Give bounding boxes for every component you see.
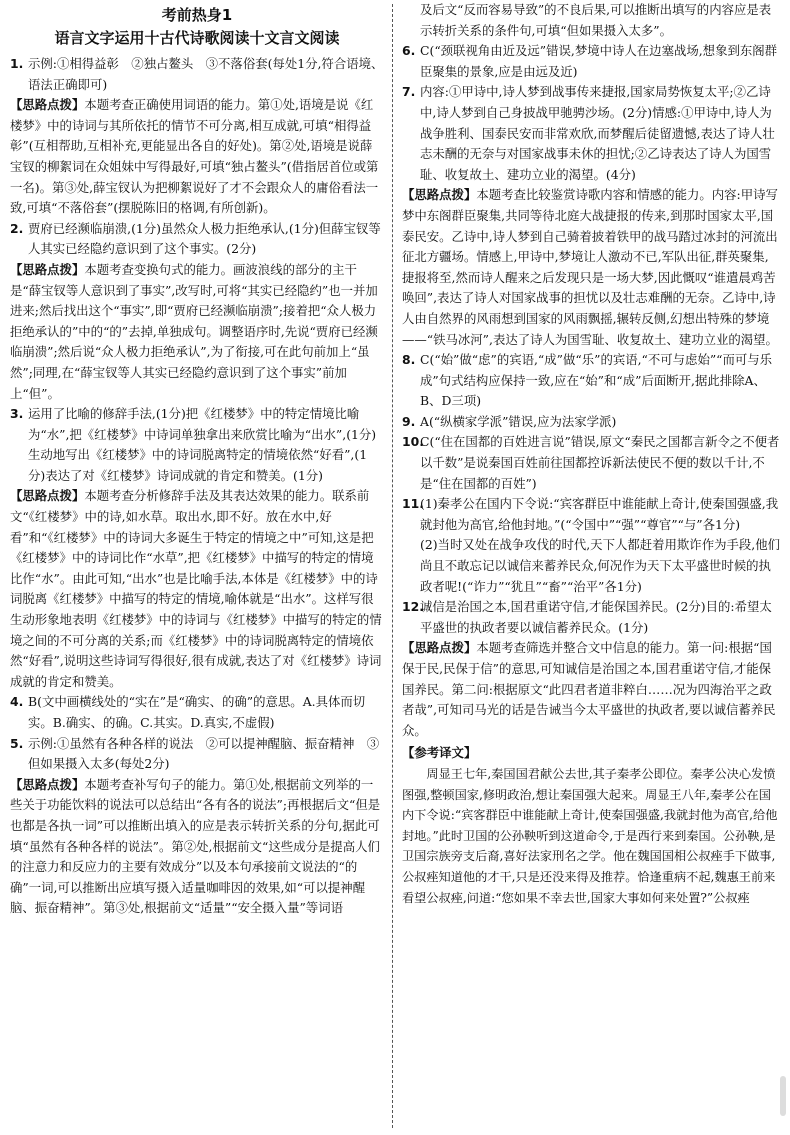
answer-number: 7. — [402, 84, 416, 100]
tip-text: 本题考查分析修辞手法及其表达效果的能力。联系前文“《红楼梦》中的诗,如水草。取出水,即不好。放在水中,好看”和“《红楼梦》中的诗词大多诞生于特定的情境之中”可知,这是把《红楼梦》中的诗词比作“水草”,把《红楼梦》中描写的特定的情境比作“水”。由此可知,“出水”也是比喻手法,本体是《红楼梦》中的诗词脱离《红楼梦》中描写的特定的情境,喻体就是“出水”。这样写很生动形象地表明《红楼梦》中的诗词与《红楼梦》中描写的特定的情境之间的不可分离的关系;而《红楼梦》中的诗词脱离特定的情境依然“好看”,说明这些诗词写得很好,很有成就,表达了对《红楼梦》诗词成就的肯定和赞美。 — [10, 488, 382, 689]
answer-number: 6. — [402, 43, 416, 59]
reference-translation-text: 周显王七年,秦国国君献公去世,其子秦孝公即位。秦孝公决心发愤图强,整顿国家,修明政治,想让秦国强大起来。周显王八年,秦孝公在国内下令说:“宾客群臣中谁能献上奇计,使秦国强盛,我就封他为高官,给他封地。”此时卫国的公孙鞅听到这道命令,于是西行来到秦国。公孙鞅,是卫国宗族旁支后裔,喜好法家刑名之学。他在魏国国相公叔痤手下做事,公叔痤知道他的才干,只是还没来得及推荐。恰逢重病不起,魏惠王前来看望公叔痤,问道:“您如果不幸去世,国家大事如何来处置?”公叔痤 — [402, 766, 778, 905]
tip-tag: 【思路点拨】 — [10, 488, 85, 504]
page-header — [10, 0, 384, 50]
tip-7 — [402, 185, 780, 350]
answer-text: 运用了比喻的修辞手法,(1分)把《红楼梦》中的特定情境比喻为“水”,把《红楼梦》中诗词单独拿出来欣赏比喻为“出水”,(1分)生动地写出《红楼梦》中的诗词脱离特定的情境依然“好看”,(1分)表达了对《红楼梦》诗词成就的肯定和赞美。(1分) — [28, 406, 377, 483]
page-title: 考前热身1 — [161, 6, 233, 24]
answer-12 — [402, 597, 780, 638]
answer-11 — [402, 494, 780, 535]
answer-10 — [402, 432, 780, 494]
tip-12 — [402, 638, 780, 741]
answer-number: 4. — [10, 694, 24, 710]
tip-text: 本题考查变换句式的能力。画波浪线的部分的主干是“薛宝钗等人意识到了事实”,改写时,可将“其实已经隐约”也一并加进来;然后找出这个“事实”,即“贾府已经濒临崩溃”;接着把“众人极力拒绝承认的”中的“的”去掉,单独成句。调整语序时,先说“贾府已经濒临崩溃”;然后说“众人极力拒绝承认”,为了衔接,可在此句前加上“虽然”;同理,在“薛宝钗等人其实已经隐约意识到了这个事实”前加上“但”。 — [10, 261, 378, 401]
answer-number: 12. — [402, 599, 424, 615]
answer-text: 内容:①甲诗中,诗人梦到战事传来捷报,国家局势恢复太平;②乙诗中,诗人梦到自己身披战甲驰骋沙场。(2分)情感:①甲诗中,诗人为战争胜利、国泰民安而非常欢欣,而梦醒后徒留遗憾,表达了诗人壮志未酬的无奈与对国家战事未休的担忧;②乙诗表达了诗人为国雪耻、收复故土、建功立业的渴望。(4分) — [420, 84, 775, 182]
answer-9 — [402, 412, 780, 433]
reference-translation-heading: 【参考译文】 — [402, 745, 477, 761]
tip-2 — [10, 260, 384, 404]
answer-text: C(“颈联视角由近及远”错误,梦境中诗人在边塞战场,想象到东阁群臣聚集的景象,应是由远及近) — [420, 43, 778, 79]
tip-3 — [10, 486, 384, 692]
answer-3 — [10, 404, 384, 486]
answer-number: 8. — [402, 352, 416, 368]
answer-number: 9. — [402, 413, 416, 429]
answer-text: (1)秦孝公在国内下令说:“宾客群臣中谁能献上奇计,使秦国强盛,我就封他为高官,给他封地。”(“令国中”“强”“尊官”“与”各1分) — [420, 496, 779, 532]
answer-text: C(“始”做“虑”的宾语,“成”做“乐”的宾语,“不可与虑始”“而可与乐成”句式结构应保持一致,应在“始”和“成”后面断开,据此排除A、B、D三项) — [420, 352, 773, 409]
tip-text: 本题考查补写句子的能力。第①处,根据前文列举的一些关于功能饮料的说法可以总结出“各有各的说法”;再根据后文“但是也都是各执一词”可以推断出填入的应是表示转折关系的分句,据此可填“虽然有各种各样的说法”。第②处,根据前文“这些成分是提高人们的注意力和反应力的主要有效成分”以及本句承接前文说法的“的确”一词,可以推断出应填写摄入适量咖啡因的效果,如“可以提神醒脑、振奋精神”。第③处,根据前文“适量”“安全摄入量”等词语 — [10, 776, 381, 916]
page-scroll-indicator — [780, 1076, 786, 1116]
answer-8 — [402, 350, 780, 412]
tip-tag: 【思路点拨】 — [402, 187, 477, 203]
answer-text: 示例:①虽然有各种各样的说法 ②可以提神醒脑、振奋精神 ③但如果摄入太多(每处2分) — [28, 735, 380, 772]
answer-number: 2. — [10, 220, 24, 236]
tip-tag: 【思路点拨】 — [10, 261, 85, 277]
column-divider — [392, 4, 393, 1128]
left-column — [10, 0, 384, 1135]
answer-text: C(“住在国都的百姓进言说”错误,原文“秦民之国都言新令之不便者以千数”是说秦国百姓前往国都控诉新法使民不便的数以千计,不是“住在国都的百姓”) — [420, 434, 780, 491]
answer-4 — [10, 692, 384, 733]
tip-tag: 【思路点拨】 — [10, 97, 85, 113]
tip-tag: 【思路点拨】 — [402, 640, 477, 656]
tip-text: 本题考查筛选并整合文中信息的能力。第一问:根据“国保于民,民保于信”的意思,可知诚信是治国之本,国君重诺守信,才能保国养民。第二问:根据原文“此四君者道非粹白……况为四海治平之政者哉”,可知司马光的话是告诫当今太平盛世的执政者,要以诚信蓄养民众。 — [402, 640, 776, 738]
answer-7 — [402, 82, 780, 185]
tip-text: 本题考查比较鉴赏诗歌内容和情感的能力。内容:甲诗写梦中东阁群臣聚集,共同等待北庭大战捷报的传来,到那时国家太平,国泰民安。乙诗中,诗人梦到自己骑着披着铁甲的战马踏过冰封的河流出征北方疆场。情感上,甲诗中,梦境让人激动不已,军队出征,群英聚集,捷报将至,然而诗人醒来之后发现只是一场大梦,因此慨叹“谁遣晨鸡苦唤回”,表达了诗人对国家战事的担忧以及壮志难酬的无奈。乙诗中,诗人由自然界的风雨想到国家的风雨飘摇,辗转反侧,幻想出特殊的梦境——“铁马冰河”,表达了诗人为国雪耻、收复故土、建功立业的渴望。 — [402, 187, 778, 347]
answer-number: 5. — [10, 735, 24, 751]
page-subtitle: 语言文字运用十古代诗歌阅读十文言文阅读 — [54, 29, 340, 47]
answer-text: B(文中画横线处的“实在”是“确实、的确”的意思。A.具体而切实。B.确实、的确。C.其实。D.真实,不虚假) — [28, 694, 366, 730]
answer-1 — [10, 54, 384, 95]
answer-number: 3. — [10, 406, 24, 422]
answer-number: 11. — [402, 496, 424, 512]
answer-number: 10. — [402, 434, 424, 450]
answer-text: 诚信是治国之本,国君重诺守信,才能保国养民。(2分)目的:希望太平盛世的执政者要以诚信蓄养民众。(1分) — [420, 599, 772, 635]
answer-number: 1. — [10, 56, 24, 71]
tip-text: 本题考查正确使用词语的能力。第①处,语境是说《红楼梦》中的诗词与其所依托的情节不可分离,相互成就,可填“相得益彰”(互相帮助,互相补充,更能显出各自的好处)。第②处,语境是说薛宝钗的柳絮词在众姐妹中写得最好,可填“独占鳌头”(借指居首位或第一名)。第③处,薛宝钗认为把柳絮说好了才不会跟众人的庸俗看法一致,可填“不落俗套”(摆脱陈旧的格调,有所创新)。 — [10, 97, 379, 216]
right-column — [402, 0, 780, 1135]
tip-5 — [10, 775, 384, 919]
answer-text: 示例:①相得益彰 ②独占鳌头 ③不落俗套(每处1分,符合语境、语法正确即可) — [28, 56, 384, 92]
answer-11-part-2: (2)当时又处在战争攻伐的时代,天下人都赶着用欺诈作为手段,他们尚且不敢忘记以诚信来蓄养民众,何况作为天下太平盛世时候的执政者呢!(“诈力”“犹且”“畜”“治平”各1分) — [420, 537, 780, 594]
tip-5-continued: 及后文“反而容易导致”的不良后果,可以推断出填写的内容应是表示转折关系的条件句,可填“但如果摄入太多”。 — [420, 2, 772, 38]
answer-5 — [10, 734, 384, 775]
tip-1 — [10, 95, 384, 219]
tip-tag: 【思路点拨】 — [10, 776, 85, 792]
answer-text: 贾府已经濒临崩溃,(1分)虽然众人极力拒绝承认,(1分)但薛宝钗等人其实已经隐约意识到了这个事实。(2分) — [28, 220, 381, 257]
answer-6 — [402, 41, 780, 82]
answer-text: A(“纵横家学派”错误,应为法家学派) — [420, 413, 617, 429]
answer-2 — [10, 219, 384, 260]
